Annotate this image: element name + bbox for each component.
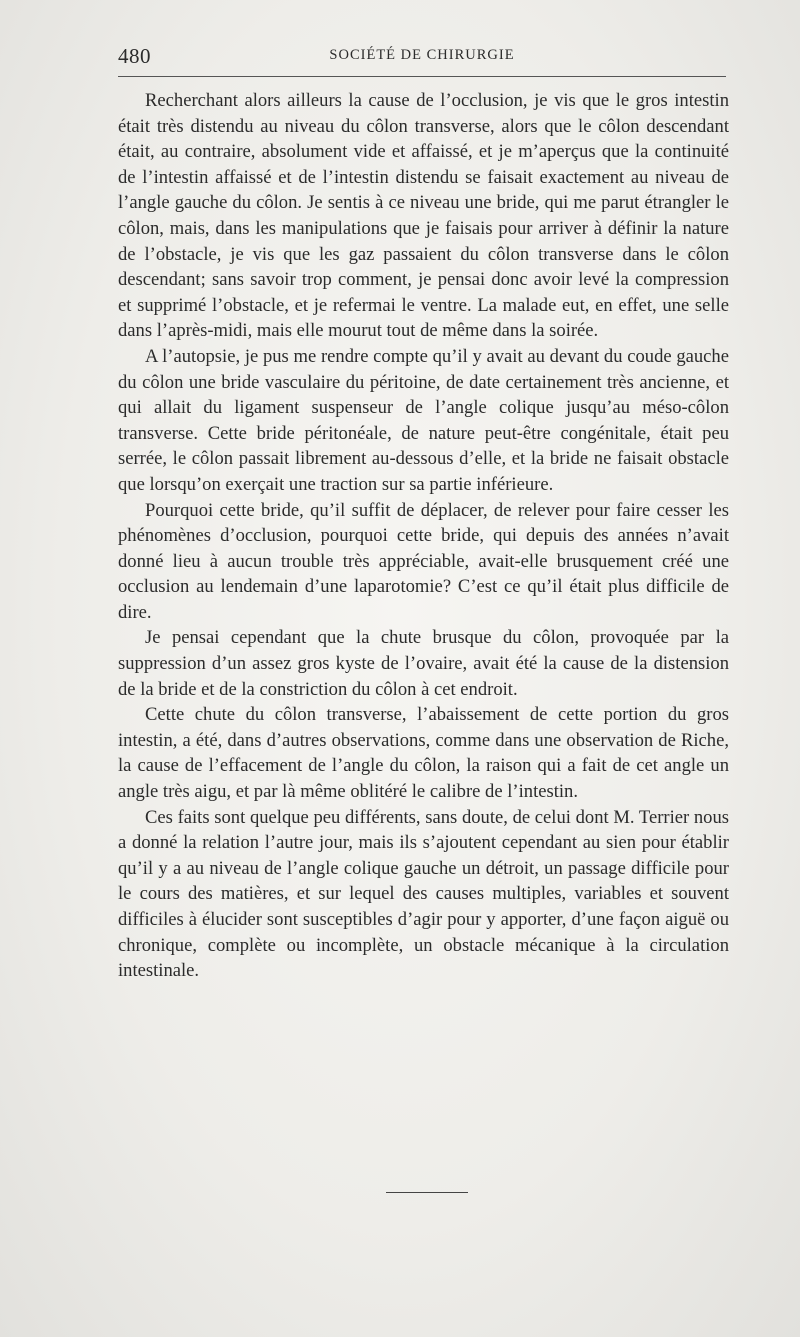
page-number: 480 bbox=[118, 44, 151, 68]
running-title: SOCIÉTÉ DE CHIRURGIE bbox=[329, 47, 515, 63]
paragraph-6: Ces faits sont quelque peu différents, sans doute, de celui dont M. Terrier nous a donné la relation l’autre jour, mais ils s’ajoutent cependant au sien pour établir qu’il y a au niveau de l’angle colique gauche un détroit, un passage difficile pour le cours des matières, et sur lequel des causes multiples, variables et souvent difficiles à élucider sont susceptibles d’agir pour y apporter, d’une façon aiguë ou chronique, complète ou incomplète, un obstacle mécanique à la circulation intestinale. bbox=[118, 806, 729, 982]
page-header bbox=[118, 44, 726, 70]
paragraph-2: A l’autopsie, je pus me rendre compte qu’il y avait au devant du coude gauche du côlon une bride vasculaire du péritoine, de date certainement très ancienne, et qui allait du ligament suspenseur de l’angle colique jusqu’au méso-côlon transverse. Cette bride péritonéale, de nature peut-être congénitale, était peu serrée, le côlon passait librement au-dessous d’elle, et la bride ne faisait obstacle que lorsqu’on exerçait une traction sur sa partie inférieure. bbox=[118, 345, 729, 495]
paragraph-1: Recherchant alors ailleurs la cause de l’occlusion, je vis que le gros intestin était très distendu au niveau du côlon transverse, alors que le côlon descendant était, au contraire, absolument vide et affaissé, et je m’aperçus que la continuité de l’intestin affaissé et de l’intestin distendu se faisait exactement au niveau de l’angle gauche du côlon. Je sentis à ce niveau une bride, qui me parut étrangler le côlon, mais, dans les manipulations que je faisais pour arriver à définir la nature de l’obstacle, je vis que les gaz passaient du côlon transverse dans le côlon descendant; sans savoir trop comment, je pensai donc avoir levé la compression et supprimé l’obstacle, et je refermai le ventre. La malade eut, en effet, une selle dans l’après-midi, mais elle mourut tout de même dans la soirée. bbox=[118, 90, 729, 342]
header-rule bbox=[118, 76, 726, 77]
paragraph-4: Je pensai cependant que la chute brusque du côlon, provoquée par la suppression d’un assez gros kyste de l’ovaire, avait été la cause de la distension de la bride et de la constriction du côlon à cet endroit. bbox=[118, 627, 729, 700]
article-body bbox=[118, 88, 729, 984]
paragraph-3: Pourquoi cette bride, qu’il suffit de déplacer, de relever pour faire cesser les phénomènes d’occlusion, pourquoi cette bride, qui depuis des années n’avait donné lieu à aucun trouble très appréciable, avait-elle brusquement créé une occlusion au lendemain d’une laparotomie? C’est ce qu’il était plus difficile de dire. bbox=[118, 499, 729, 623]
section-end-rule bbox=[386, 1192, 468, 1193]
paragraph-5: Cette chute du côlon transverse, l’abaissement de cette portion du gros intestin, a été, dans d’autres observations, comme dans une observation de Riche, la cause de l’effacement de l’angle du côlon, la raison qui a fait de cet angle un angle très aigu, et par là même oblitéré le calibre de l’intestin. bbox=[118, 704, 729, 803]
